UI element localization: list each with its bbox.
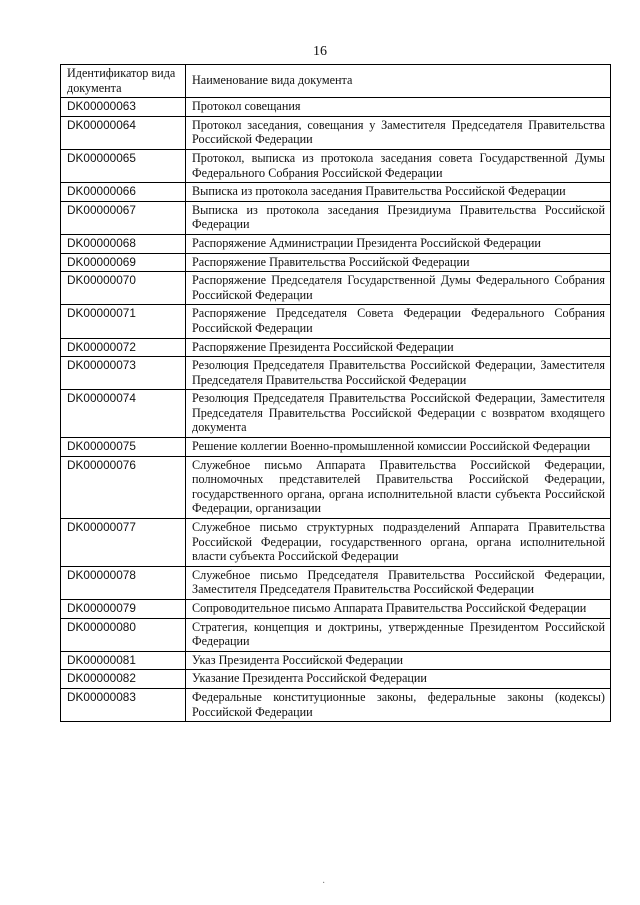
document-type-id: DK00000082 bbox=[61, 670, 186, 689]
table-row bbox=[61, 566, 611, 599]
table-row bbox=[61, 670, 611, 689]
document-type-id: DK00000081 bbox=[61, 651, 186, 670]
page-number: 16 bbox=[313, 44, 327, 59]
header-id: Идентификатор вида документа bbox=[61, 65, 186, 98]
table-row bbox=[61, 253, 611, 272]
table-row bbox=[61, 456, 611, 518]
table-row bbox=[61, 272, 611, 305]
table-body bbox=[61, 98, 611, 722]
document-type-id: DK00000071 bbox=[61, 305, 186, 338]
document-type-id: DK00000080 bbox=[61, 618, 186, 651]
document-type-name: Распоряжение Администрации Президента Российской Федерации bbox=[186, 234, 611, 253]
table-row bbox=[61, 338, 611, 357]
document-type-id: DK00000074 bbox=[61, 390, 186, 438]
table-row bbox=[61, 519, 611, 567]
table-row bbox=[61, 438, 611, 457]
document-type-id: DK00000070 bbox=[61, 272, 186, 305]
document-type-name: Распоряжение Президента Российской Федерации bbox=[186, 338, 611, 357]
document-type-name: Протокол, выписка из протокола заседания совета Государственной Думы Федерального Собрания Российской Федерации bbox=[186, 149, 611, 182]
document-type-name: Выписка из протокола заседания Правительства Российской Федерации bbox=[186, 183, 611, 202]
document-type-id: DK00000069 bbox=[61, 253, 186, 272]
document-type-id: DK00000076 bbox=[61, 456, 186, 518]
table-row bbox=[61, 98, 611, 117]
document-type-name: Протокол заседания, совещания у Заместителя Председателя Правительства Российской Федерации bbox=[186, 116, 611, 149]
table-row bbox=[61, 600, 611, 619]
document-type-id: DK00000065 bbox=[61, 149, 186, 182]
document-type-name: Федеральные конституционные законы, федеральные законы (кодексы) Российской Федерации bbox=[186, 688, 611, 721]
document-type-name: Сопроводительное письмо Аппарата Правительства Российской Федерации bbox=[186, 600, 611, 619]
table-row bbox=[61, 618, 611, 651]
document-type-name: Служебное письмо Председателя Правительства Российской Федерации, Заместителя Председателя Правительства Российской Федерации bbox=[186, 566, 611, 599]
document-type-id: DK00000063 bbox=[61, 98, 186, 117]
header-name: Наименование вида документа bbox=[186, 65, 611, 98]
document-type-id: DK00000072 bbox=[61, 338, 186, 357]
document-type-name: Решение коллегии Военно-промышленной комиссии Российской Федерации bbox=[186, 438, 611, 457]
document-type-id: DK00000067 bbox=[61, 201, 186, 234]
document-type-id: DK00000066 bbox=[61, 183, 186, 202]
document-type-name: Служебное письмо Аппарата Правительства Российской Федерации, полномочных представителей Правительства Российской Федерации, государственного органа, органа исполнительной власти субъекта Российской Федерации, организации bbox=[186, 456, 611, 518]
document-type-id: DK00000068 bbox=[61, 234, 186, 253]
document-type-name: Выписка из протокола заседания Президиума Правительства Российской Федерации bbox=[186, 201, 611, 234]
document-type-id: DK00000075 bbox=[61, 438, 186, 457]
document-type-name: Резолюция Председателя Правительства Российской Федерации, Заместителя Председателя Правительства Российской Федерации bbox=[186, 357, 611, 390]
document-type-name: Стратегия, концепция и доктрины, утвержденные Президентом Российской Федерации bbox=[186, 618, 611, 651]
document-type-name: Служебное письмо структурных подразделений Аппарата Правительства Российской Федерации, государственного органа, органа исполнительной власти субъекта Российской Федерации bbox=[186, 519, 611, 567]
document-types-table bbox=[60, 64, 611, 722]
scan-mark: · bbox=[322, 878, 326, 889]
document-type-id: DK00000077 bbox=[61, 519, 186, 567]
document-type-id: DK00000083 bbox=[61, 688, 186, 721]
document-type-name: Протокол совещания bbox=[186, 98, 611, 117]
document-type-id: DK00000079 bbox=[61, 600, 186, 619]
document-type-id: DK00000073 bbox=[61, 357, 186, 390]
table-row bbox=[61, 116, 611, 149]
document-type-name: Распоряжение Председателя Государственной Думы Федерального Собрания Российской Федерации bbox=[186, 272, 611, 305]
table-row bbox=[61, 234, 611, 253]
table-row bbox=[61, 688, 611, 721]
document-type-id: DK00000078 bbox=[61, 566, 186, 599]
table-row bbox=[61, 201, 611, 234]
document-type-name: Указание Президента Российской Федерации bbox=[186, 670, 611, 689]
table-row bbox=[61, 305, 611, 338]
table-row bbox=[61, 651, 611, 670]
table-row bbox=[61, 390, 611, 438]
document-type-name: Резолюция Председателя Правительства Российской Федерации, Заместителя Председателя Правительства Российской Федерации с возвратом входящего документа bbox=[186, 390, 611, 438]
document-type-id: DK00000064 bbox=[61, 116, 186, 149]
table-header-row bbox=[61, 65, 611, 98]
document-type-name: Распоряжение Председателя Совета Федерации Федерального Собрания Российской Федерации bbox=[186, 305, 611, 338]
document-type-name: Распоряжение Правительства Российской Федерации bbox=[186, 253, 611, 272]
table-row bbox=[61, 149, 611, 182]
table-row bbox=[61, 183, 611, 202]
table-row bbox=[61, 357, 611, 390]
document-type-name: Указ Президента Российской Федерации bbox=[186, 651, 611, 670]
